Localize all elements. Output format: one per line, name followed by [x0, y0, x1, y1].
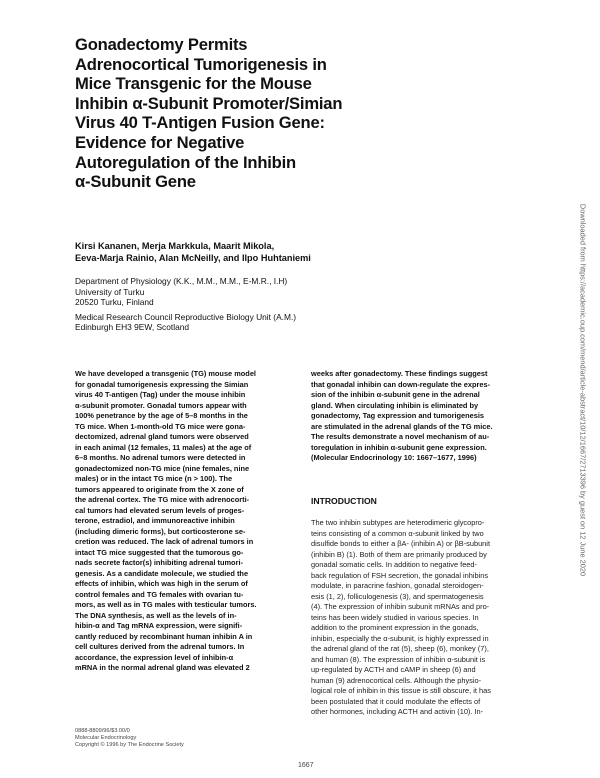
intro-line: and human (8). The expression of inhibin α-subunit is: [311, 654, 486, 664]
abstract-line: the adrenal cortex. The TG mice with adrenocorti-: [75, 495, 250, 504]
abstract-line: We have developed a transgenic (TG) mouse model: [75, 369, 256, 378]
abstract-line: hibin-α and Tag mRNA expression, were signifi-: [75, 621, 243, 630]
abstract-line: control females and TG females with ovarian tu-: [75, 589, 244, 599]
affiliation-line: University of Turku: [75, 286, 145, 297]
abstract-line: cantly reduced by recombinant human inhibin A in: [75, 631, 253, 641]
abstract-line: (including dimeric forms), but corticosterone se-: [75, 526, 246, 536]
author-line: Eeva-Marja Rainio, Alan McNeilly, and Ilpo Huhtaniemi: [75, 253, 311, 263]
abstract-line: mRNA in the normal adrenal gland was elevated 2: [75, 663, 250, 672]
abstract-line: genesis. As a candidate molecule, we studied the: [75, 568, 249, 578]
abstract-line: (Molecular Endocrinology 10: 1667–1677, 1996): [311, 453, 477, 462]
abstract-line: in each animal (12 females, 11 males) at the age of: [75, 442, 252, 452]
intro-line: disulfide bonds to either a βA- (inhibin A) or βB-subunit: [311, 539, 490, 548]
intro-line: the adrenal gland of the rat (5), sheep (6), monkey (7),: [311, 644, 489, 653]
abstract-line: weeks after gonadectomy. These findings suggest: [311, 369, 488, 378]
title-line: Autoregulation of the Inhibin: [75, 152, 296, 172]
abstract-line: sion of the inhibin α-subunit gene in the adrenal: [311, 390, 480, 399]
abstract-line: The results demonstrate a novel mechanism of au-: [311, 432, 490, 441]
footnote: [75, 728, 184, 749]
page-number: 1667: [298, 762, 314, 769]
abstract-line: cell cultures derived from the adrenal tumors. In: [75, 642, 245, 651]
abstract-line: gonadectomized non-TG mice (nine females, nine: [75, 463, 250, 473]
abstract-line: α-subunit promoter. Gonadal tumors appear with: [75, 400, 247, 410]
affiliation-line: 20520 Turku, Finland: [75, 297, 154, 308]
affiliation-line: Edinburgh EH3 9EW, Scotland: [75, 322, 190, 333]
intro-line: addition to the prominent expression in the gonads,: [311, 623, 479, 632]
footnote-line: Copyright © 1996 by The Endocrine Society: [75, 742, 184, 748]
intro-line: other hormones, including ACTH and activin (10). In-: [311, 707, 484, 716]
intro-line: (4). The expression of inhibin subunit mRNAs and pro-: [311, 602, 490, 611]
abstract-line: gonadectomy, Tag expression and tumorigenesis: [311, 411, 485, 420]
abstract-line: tumors appeared to originate from the X zone of: [75, 484, 244, 494]
title-line: Inhibin α-Subunit Promoter/Simian: [75, 93, 343, 113]
introduction-heading: INTRODUCTION: [311, 496, 377, 506]
intro-line: teins consisting of a common α-subunit linked by two: [311, 528, 484, 538]
abstract-line: 100% penetrance by the age of 5–8 months in the: [75, 411, 248, 420]
abstract-line: dectomized, adrenal gland tumors were observed: [75, 432, 249, 441]
intro-line: esis (1, 2), folliculogenesis (3), and spermatogenesis: [311, 591, 484, 601]
article-title: [75, 35, 405, 192]
introduction-body: [311, 518, 543, 718]
abstract-line: mors, as well as in TG males with testicular tumors.: [75, 600, 257, 609]
author-line: Kirsi Kananen, Merja Markkula, Maarit Mikola,: [75, 241, 275, 251]
intro-line: The two inhibin subtypes are heterodimeric glycopro-: [311, 518, 485, 527]
affiliations: [75, 276, 395, 333]
abstract-line: effects of inhibin, which was high in the serum of: [75, 579, 248, 588]
abstract-line: terone, estradiol, and immunoreactive inhibin: [75, 516, 235, 525]
title-line: Mice Transgenic for the Mouse: [75, 74, 312, 94]
title-line: Adrenocortical Tumorigenesis in: [75, 54, 327, 74]
intro-line: inhibin, especially the α-subunit, is highly expressed in: [311, 633, 489, 643]
intro-line: back regulation of FSH secretion, the gonadal inhibins: [311, 570, 489, 580]
title-line: Virus 40 T-Antigen Fusion Gene:: [75, 113, 325, 133]
intro-line: up-regulated by ACTH and cAMP in sheep (6) and: [311, 665, 476, 674]
intro-line: logical role of inhibin in this tissue is still obscure, it has: [311, 686, 491, 695]
abstract-line: 6–8 months. No adrenal tumors were detected in: [75, 453, 246, 462]
abstract-line: TG mice. When 1-month-old TG mice were gona-: [75, 421, 246, 431]
abstract-line: for gonadal tumorigenesis expressing the Simian: [75, 379, 249, 389]
abstract-line: nads secrete factor(s) inhibiting adrenal tumori-: [75, 558, 243, 567]
abstract-line: toregulation in inhibin α-subunit gene expression.: [311, 442, 487, 452]
abstract-line: intact TG mice suggested that the tumorous go-: [75, 547, 244, 557]
intro-line: human (9) adrenocortical cells. Although the physio-: [311, 675, 482, 685]
abstract-line: males) or in the intact TG mice (n > 100). The: [75, 474, 233, 483]
abstract-line: The DNA synthesis, as well as the levels of in-: [75, 610, 237, 620]
title-line: Gonadectomy Permits: [75, 35, 248, 54]
intro-line: modulate, in paracrine fashion, gonadal steroidogen-: [311, 581, 484, 590]
title-line: α-Subunit Gene: [75, 172, 196, 192]
abstract-line: cretion was reduced. The lack of adrenal tumors in: [75, 537, 254, 546]
abstract-right-column: [311, 369, 541, 464]
abstract-line: are stimulated in the adrenal glands of the TG mice.: [311, 421, 493, 431]
download-watermark: Downloaded from https://academic.oup.com/mend/article-abstract/10/12/1667/2713396 by guest on 12 June 2020: [578, 203, 588, 577]
affiliation-line: Medical Research Council Reproductive Biology Unit (A.M.): [75, 311, 297, 322]
abstract-line: virus 40 T-antigen (Tag) under the mouse inhibin: [75, 390, 246, 399]
affiliation-line: Department of Physiology (K.K., M.M., M.M., E-M.R., I.H): [75, 276, 288, 286]
footnote-line: Molecular Endocrinology: [75, 735, 137, 741]
intro-line: teins has been widely studied in various species. In: [311, 612, 479, 622]
author-list: [75, 240, 395, 264]
abstract-line: gland. When circulating inhibin is eliminated by: [311, 400, 479, 410]
intro-line: (inhibin B) (1). Both of them are primarily produced by: [311, 549, 487, 559]
title-line: Evidence for Negative: [75, 132, 245, 152]
abstract-left-column: [75, 369, 311, 674]
abstract-line: cal tumors had elevated serum levels of proges-: [75, 505, 245, 515]
footnote-line: 0888-8809/96/$3.00/0: [75, 728, 130, 734]
intro-line: gonadal somatic cells. In addition to negative feed-: [311, 560, 477, 569]
intro-line: been postulated that it could modulate the effects of: [311, 696, 481, 706]
abstract-line: that gonadal inhibin can down-regulate the expres-: [311, 379, 491, 389]
abstract-line: accordance, the expression level of inhibin-α: [75, 652, 234, 662]
